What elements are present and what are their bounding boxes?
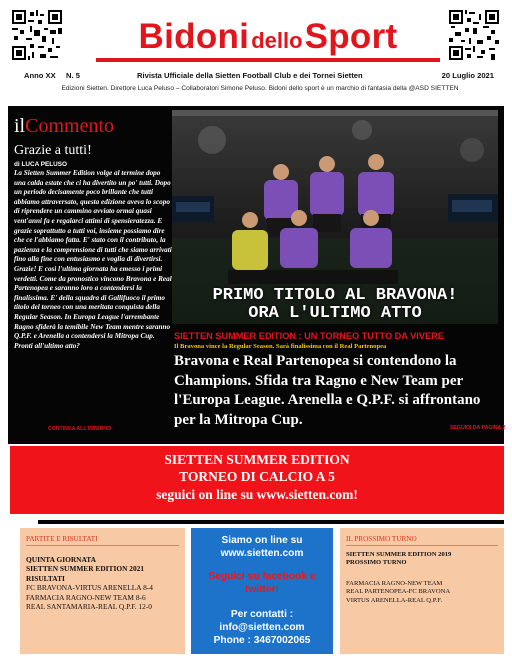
issue-info-row (24, 71, 494, 83)
editorial-title-commento: Commento (25, 115, 115, 137)
article-headline: Bravona e Real Partenopea si contendono la Champions. Sfida tra Ragno e New Team per l'Europa League. Arenella e Q.P.F. si affrontano per la Mitropa Cup. (174, 353, 481, 428)
next-round-match: VIRTUS ARENELLA-REAL Q.P.F. (346, 596, 443, 604)
continua-link[interactable]: CONTINUA ALL'INTERNO (48, 426, 112, 432)
promo-banner (10, 446, 504, 514)
results-header: PARTITE E RISULTATI (26, 535, 98, 543)
masthead-underline (96, 58, 440, 62)
issue-number: N. 5 (66, 71, 80, 80)
banner-line3 (10, 485, 504, 505)
qr-code-left (12, 10, 62, 66)
results-body (26, 555, 185, 611)
banner-line1: SIETTEN SUMMER EDITION (164, 452, 350, 467)
qr-code-right (449, 10, 499, 66)
banner-line2: TORNEO DI CALCIO A 5 (179, 469, 335, 484)
article-kicker: SIETTEN SUMMER EDITION : UN TORNEO TUTTO DA VIVERE (174, 331, 444, 341)
results-line: REAL SANTAMARIA-REAL Q.P.F. 12-0 (26, 602, 152, 612)
contacts-label: Per contatti : (230, 609, 294, 620)
editorial-title (14, 114, 172, 138)
editorial-body: La Sietten Summer Edition volge al termine dopo una calda estate che ci ha divertito un po' tutti. Dopo un periodo decisamente poco brillante che tutti abbiamo attraversato, questa edizione aveva lo scopo di riprendere un cammino avviato ormai quasi vent'anni fa e regalarci attimi di spensieratezza. E grazie soprattutto a tutti voi, insieme possiamo dire che ce l'abbiamo fatta. E' stato con il contributo, la pazienza e la comprensione di tutti che siamo arrivati fino alla fine con entusiasmo e voglia di divertirsi. Grazie! E così l'ultima giornata ha emesso i primi verdetti. Come da pronostico vincono Bravona e Real Partenopea e saranno loro a contendersi la finalissima. E' della squadra di Gallifuoco il primo titolo del torneo con una meritata conquista della Regular Season. In Europa League l'arrembante Ragno sfiderà la temibile New Team mentre saranno Q.P.F. e Arenella a contendersi la Mitropa Cup. Pronti all'ultimo atto? (14, 169, 172, 350)
segui-link[interactable]: SEGUIDI DA PAGINA 2 (450, 425, 506, 431)
masthead (96, 14, 440, 60)
contacts-phone[interactable]: Phone : 3467002065 (213, 635, 311, 646)
results-box (20, 528, 185, 654)
next-round-title1: SIETTEN SUMMER EDITION 2019 (346, 551, 452, 558)
next-round-match: REAL PARTENOPEA-FC BRAVONA (346, 588, 451, 596)
next-round-match: FARMACIA RAGNO-NEW TEAM (346, 579, 443, 587)
next-round-header-rule (346, 545, 498, 546)
social-line2[interactable]: twitter! (245, 584, 279, 595)
editorial-column (14, 114, 172, 434)
issue-year: Anno XX (24, 71, 56, 80)
online-line1: Siamo on line su (221, 535, 303, 546)
online-box (191, 528, 333, 654)
banner-line3-prefix: seguici on line su (156, 487, 257, 502)
editorial-heading: Grazie a tutti! (14, 143, 92, 158)
article-subkicker: Il Bravona vince la Regular Season. Sarà finalissima con il Real Partenopea (174, 343, 387, 350)
next-round-body (346, 551, 504, 605)
issue-date: 20 Luglio 2021 (441, 71, 494, 80)
results-line: QUINTA GIORNATA (26, 555, 97, 564)
banner-website-link[interactable]: www.sietten.com! (256, 487, 358, 502)
results-line: RISULTATI (26, 573, 65, 583)
results-line: FC BRAVONA-VIRTUS ARENELLA 8-4 (26, 583, 153, 593)
masthead-word-3: Sport (304, 17, 398, 56)
masthead-word-2: dello (251, 28, 303, 53)
next-round-header: IL PROSSIMO TURNO (346, 535, 417, 543)
online-website-link[interactable]: www.sietten.com (220, 548, 304, 559)
photo-caption-line1: PRIMO TITOLO AL BRAVONA! (212, 286, 458, 305)
results-line: FARMACIA RAGNO-NEW TEAM 8-6 (26, 592, 146, 602)
section-divider (38, 520, 504, 524)
next-round-box (340, 528, 504, 654)
publication-subtitle: Rivista Ufficiale della Sietten Football Club e dei Tornei Sietten (137, 71, 363, 80)
contacts-email[interactable]: info@sietten.com (219, 622, 305, 633)
photo-caption-line2: ORA L'ULTIMO ATTO (248, 304, 422, 323)
social-line1[interactable]: Seguici su facebook e (208, 571, 316, 582)
results-header-rule (26, 545, 179, 546)
editorial-title-il: il (14, 115, 26, 137)
credits-line: Edizioni Sietten. Direttore Luca Peluso – Collaboratori Simone Peluso. Bidoni dello sport è un marchio di fantasia della @ASD SIETTEN (61, 85, 459, 92)
team-photo (172, 110, 498, 324)
masthead-word-1: Bidoni (138, 17, 250, 56)
results-line: SIETTEN SUMMER EDITION 2021 (26, 564, 145, 574)
editorial-author: di LUCA PELUSO (14, 161, 68, 168)
next-round-title2: PROSSIMO TURNO (346, 559, 407, 567)
